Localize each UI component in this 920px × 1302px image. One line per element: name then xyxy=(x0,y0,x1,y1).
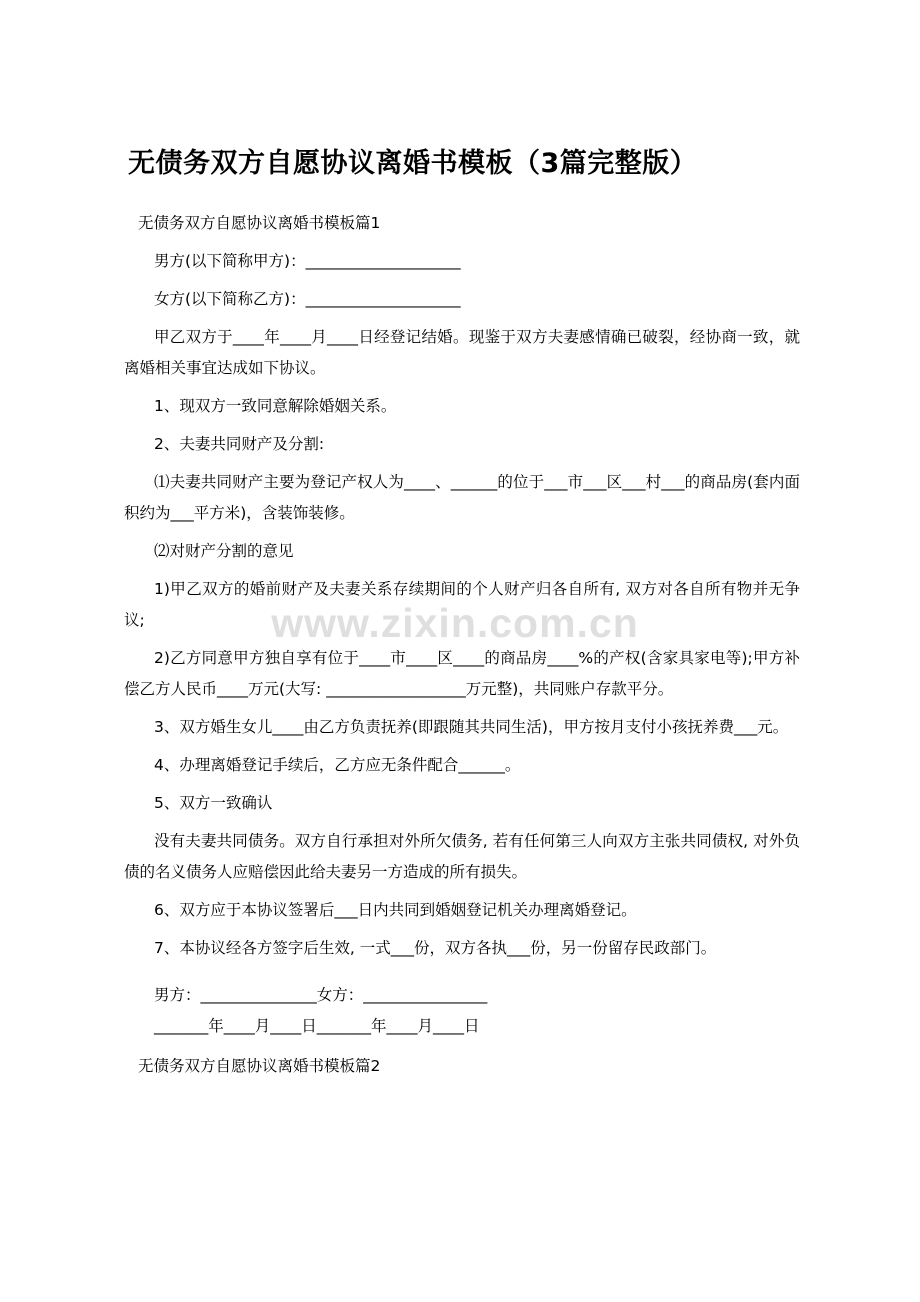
marriage-statement: 甲乙双方于____年____月____日经登记结婚。现鉴于双方夫妻感情确已破裂，经协商一致，就离婚相关事宜达成如下协议。 xyxy=(124,328,800,377)
clause-2-item-2-sub-1: 1)甲乙双方的婚前财产及夫妻关系存续期间的个人财产归各自所有, 双方对各自所有物并无争议; xyxy=(124,580,800,629)
clause-5: 5、双方一致确认 xyxy=(154,794,273,812)
party-male-line: 男方(以下简称甲方)：____________________ xyxy=(154,252,461,270)
spacer xyxy=(124,971,800,980)
clause-2-item-2: ⑵对财产分割的意见 xyxy=(154,542,294,560)
section-heading-2: 无债务双方自愿协议离婚书模板篇2 xyxy=(138,1057,381,1075)
document-body xyxy=(124,208,800,1089)
clause-1: 1、现双方一致同意解除婚姻关系。 xyxy=(154,397,397,415)
watermark: www.zixin.com.cn xyxy=(271,600,639,646)
clause-3: 3、双方婚生女儿____由乙方负责抚养(即跟随其共同生活)，甲方按月支付小孩抚养费___元。 xyxy=(154,718,789,736)
clause-5-body: 没有夫妻共同债务。双方自行承担对外所欠债务, 若有任何第三人向双方主张共同债权, 对外负债的名义债务人应赔偿因此给夫妻另一方造成的所有损失。 xyxy=(124,832,800,881)
clause-6: 6、双方应于本协议签署后___日内共同到婚姻登记机关办理离婚登记。 xyxy=(154,901,637,919)
page-title: 无债务双方自愿协议离婚书模板（3篇完整版） xyxy=(128,148,698,180)
spacer-2 xyxy=(124,1042,800,1051)
clause-2-item-1: ⑴夫妻共同财产主要为登记产权人为____、______的位于___市___区___村___的商品房(套内面积约为___平方米)，含装饰装修。 xyxy=(124,473,800,522)
section-heading-1: 无债务双方自愿协议离婚书模板篇1 xyxy=(138,214,381,232)
clause-2: 2、夫妻共同财产及分割: xyxy=(154,435,325,453)
party-female-line: 女方(以下简称乙方)：____________________ xyxy=(154,290,461,308)
clause-4: 4、办理离婚登记手续后，乙方应无条件配合______。 xyxy=(154,756,521,774)
signature-line: 男方：_______________女方：________________ xyxy=(154,986,488,1004)
clause-7: 7、本协议经各方签字后生效, 一式___份，双方各执___份，另一份留存民政部门。 xyxy=(154,939,717,957)
date-line: _______年____月____日_______年____月____日 xyxy=(154,1017,480,1035)
clause-2-item-2-sub-2: 2)乙方同意甲方独自享有位于____市____区____的商品房____%的产权(含家具家电等);甲方补偿乙方人民币____万元(大写: __________________万元整)，共同账户存款平分。 xyxy=(124,649,800,698)
